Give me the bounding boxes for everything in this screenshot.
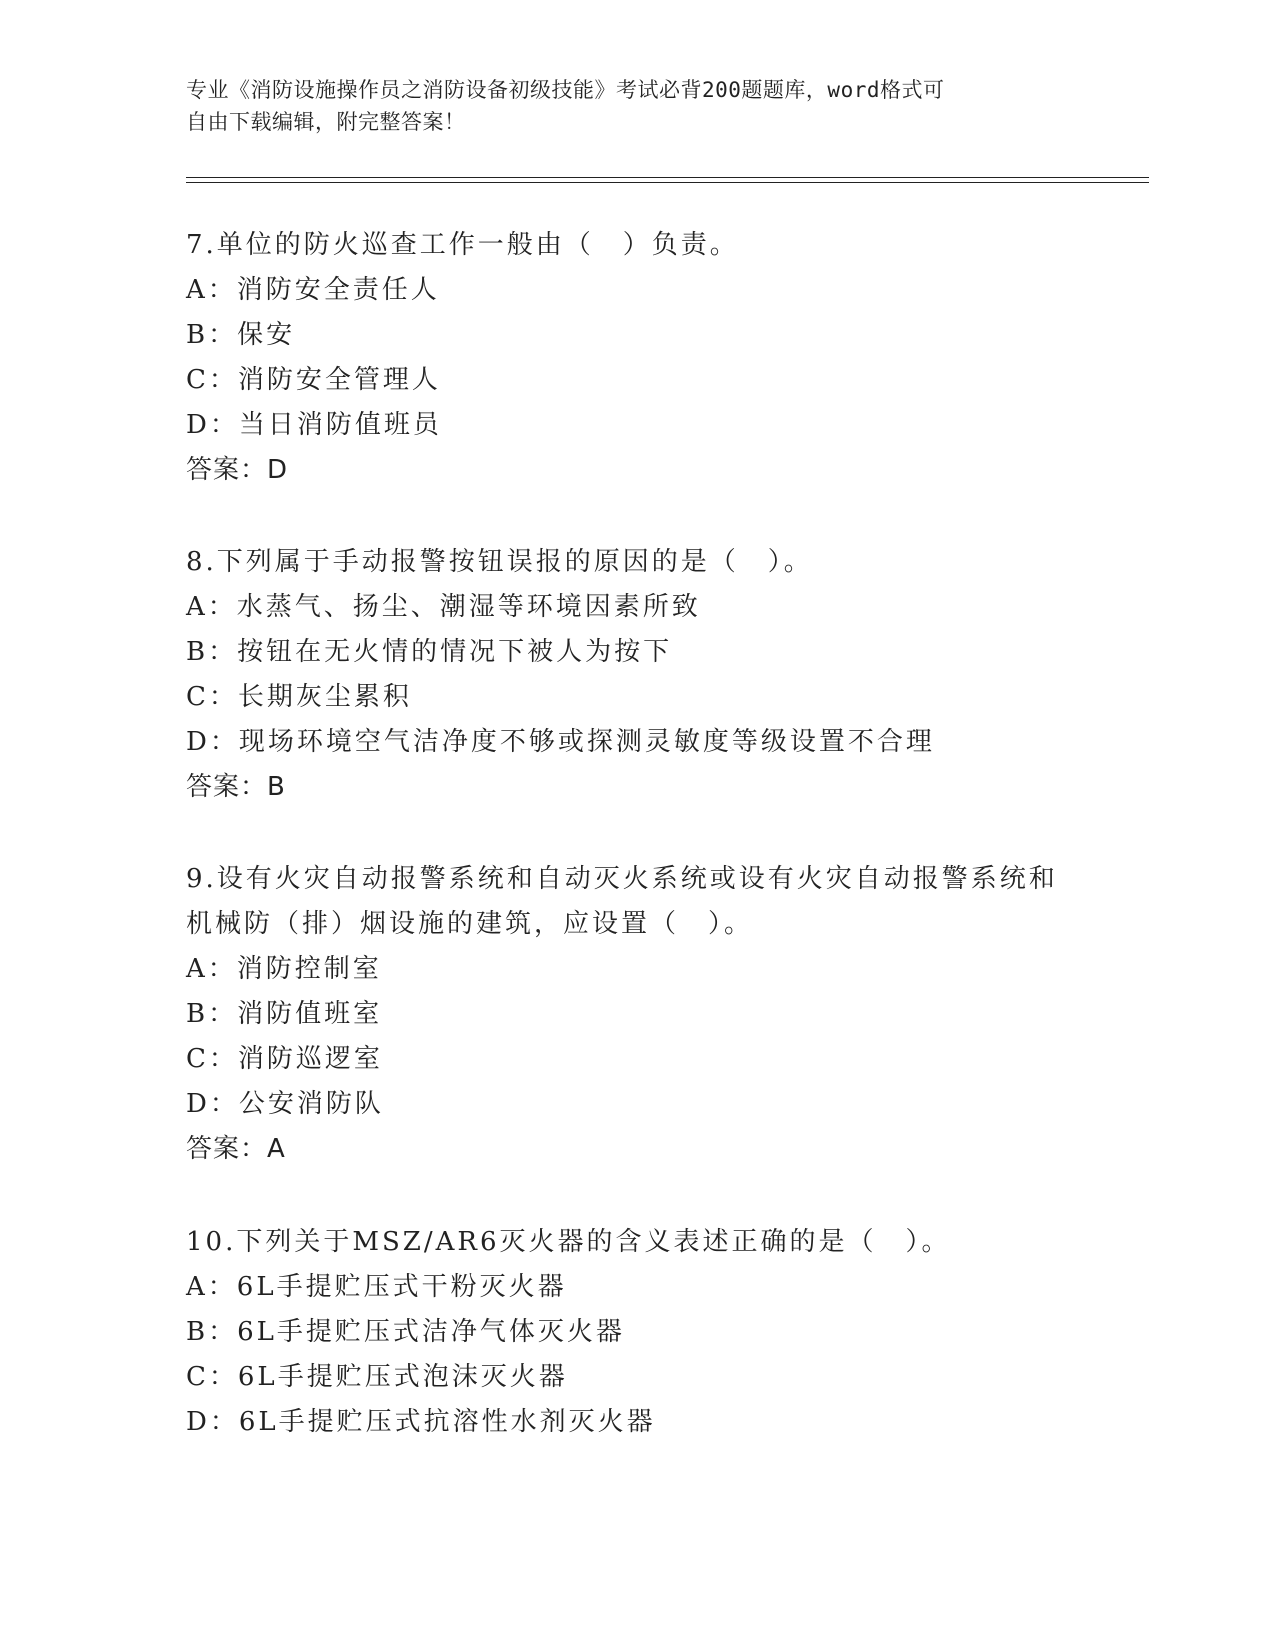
option-d: D：公安消防队	[186, 1089, 384, 1119]
header-divider-top	[186, 177, 1149, 178]
option-b: B：保安	[186, 320, 296, 350]
option-c: C：长期灰尘累积	[186, 682, 412, 712]
header-line-2: 自由下载编辑，附完整答案！	[186, 110, 466, 134]
answer-label: 答案：B	[186, 772, 286, 802]
option-d: D：现场环境空气洁净度不够或探测灵敏度等级设置不合理	[186, 727, 935, 757]
option-c: C：消防安全管理人	[186, 365, 441, 395]
question-9	[186, 857, 1066, 1172]
question-stem: 8.下列属于手动报警按钮误报的原因的是（ ）。	[186, 547, 813, 577]
question-stem-line-2: 机械防（排）烟设施的建筑，应设置（ ）。	[186, 909, 754, 939]
option-b: B：6L手提贮压式洁净气体灭火器	[186, 1317, 625, 1347]
question-7	[186, 223, 1066, 493]
option-b: B：消防值班室	[186, 999, 383, 1029]
document-header	[186, 74, 1066, 138]
question-stem: 10.下列关于MSZ/AR6灭火器的含义表述正确的是（ ）。	[186, 1227, 951, 1257]
question-stem: 7.单位的防火巡查工作一般由（ ）负责。	[186, 230, 739, 260]
option-d: D：当日消防值班员	[186, 410, 442, 440]
answer-label: 答案：A	[186, 1134, 286, 1164]
question-stem-line-1: 9.设有火灾自动报警系统和自动灭火系统或设有火灾自动报警系统和	[186, 864, 1058, 894]
option-c: C：6L手提贮压式泡沫灭火器	[186, 1362, 568, 1392]
question-8	[186, 540, 1066, 810]
answer-label: 答案：D	[186, 455, 289, 485]
option-b: B：按钮在无火情的情况下被人为按下	[186, 637, 673, 667]
option-a: A：消防控制室	[186, 954, 382, 984]
question-10	[186, 1220, 1066, 1445]
option-a: A：水蒸气、扬尘、潮湿等环境因素所致	[186, 592, 701, 622]
option-a: A：6L手提贮压式干粉灭火器	[186, 1272, 567, 1302]
option-c: C：消防巡逻室	[186, 1044, 383, 1074]
header-line-1: 专业《消防设施操作员之消防设备初级技能》考试必背200题题库，word格式可	[186, 78, 945, 102]
header-divider-bottom	[186, 182, 1149, 183]
option-a: A：消防安全责任人	[186, 275, 440, 305]
option-d: D：6L手提贮压式抗溶性水剂灭火器	[186, 1407, 656, 1437]
